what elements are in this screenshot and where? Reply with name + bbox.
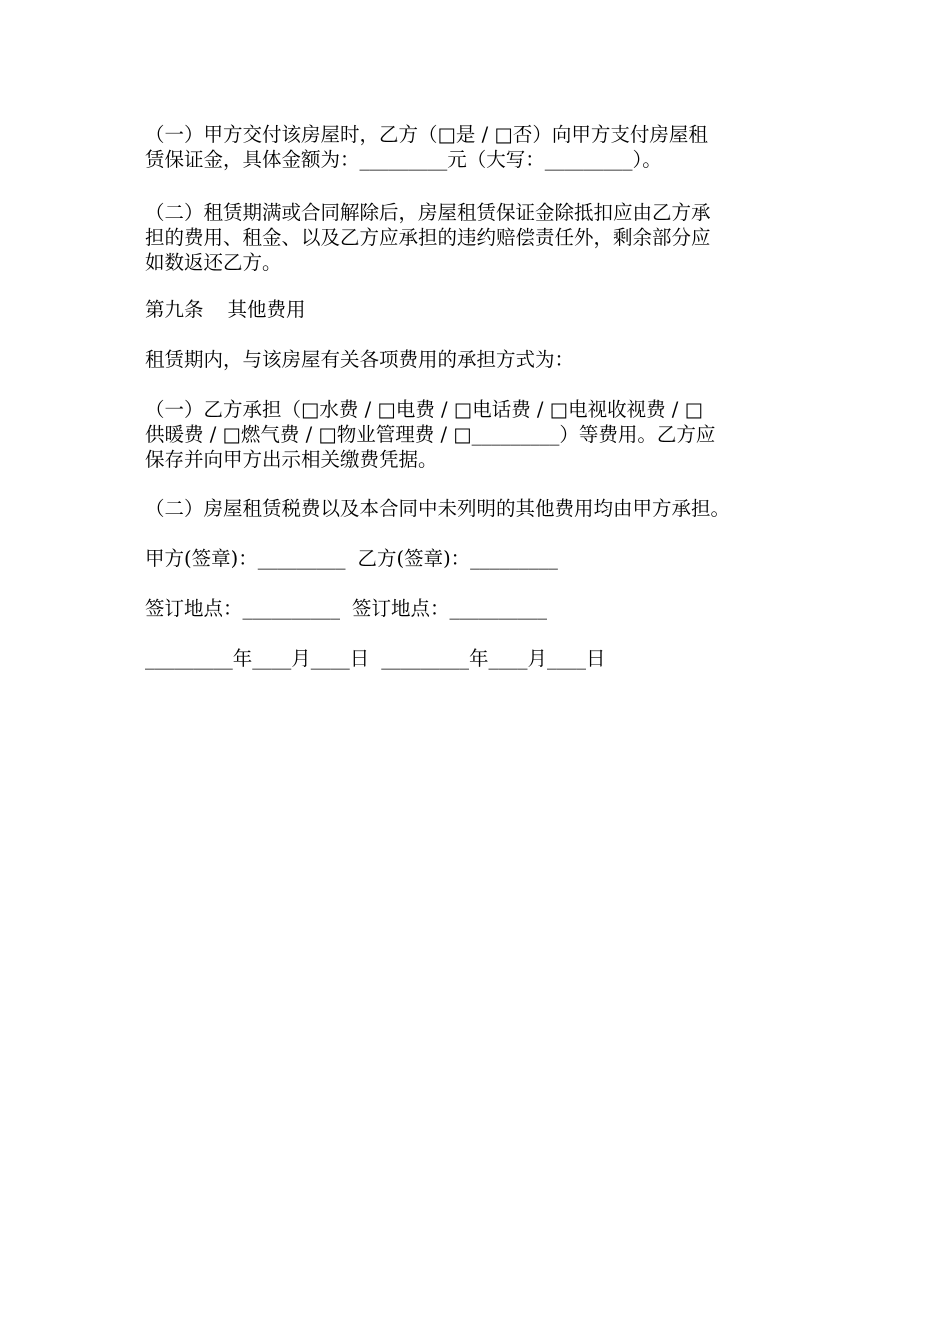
signature-line bbox=[145, 546, 558, 571]
paragraph-line: （二）租赁期满或合同解除后，房屋租赁保证金除抵扣应由乙方承 bbox=[145, 201, 711, 224]
party-b-signature-field: 乙方(签章)：_________ bbox=[357, 547, 558, 570]
clause-title: 其他费用 bbox=[227, 298, 306, 321]
party-a-signature-field: 甲方(签章)：_________ bbox=[145, 547, 346, 570]
party-b-place-field: 签订地点：__________ bbox=[352, 597, 548, 620]
paragraph-line: 担的费用、租金、以及乙方应承担的违约赔偿责任外，剩余部分应 bbox=[145, 226, 711, 249]
party-a-date-field: _________年____月____日 bbox=[145, 647, 370, 670]
paragraph-line: （一）甲方交付该房屋时，乙方（□是 / □否）向甲方支付房屋租 bbox=[145, 123, 708, 146]
clause-number: 第九条 bbox=[145, 298, 204, 321]
paragraph-line: 租赁期内，与该房屋有关各项费用的承担方式为： bbox=[145, 348, 575, 371]
signing-date-line bbox=[145, 646, 606, 671]
signing-place-line bbox=[145, 596, 547, 621]
party-b-date-field: _________年____月____日 bbox=[381, 647, 606, 670]
deposit-return-paragraph bbox=[145, 200, 711, 275]
paragraph-line: 赁保证金，具体金额为：_________元（大写：_________）。 bbox=[145, 148, 662, 171]
paragraph-line: （一）乙方承担（□水费 / □电费 / □电话费 / □电视收视费 / □ bbox=[145, 398, 703, 421]
party-a-place-field: 签订地点：__________ bbox=[145, 597, 341, 620]
fees-intro-paragraph bbox=[145, 347, 574, 372]
paragraph-line: 保存并向甲方出示相关缴费凭据。 bbox=[145, 448, 438, 471]
paragraph-line: 如数返还乙方。 bbox=[145, 251, 282, 274]
clause-heading bbox=[145, 297, 306, 322]
paragraph-line: （二）房屋租赁税费以及本合同中未列明的其他费用均由甲方承担。 bbox=[145, 497, 731, 520]
paragraph-line: 供暖费 / □燃气费 / □物业管理费 / □_________）等费用。乙方应 bbox=[145, 423, 716, 446]
landlord-fees-paragraph bbox=[145, 496, 730, 521]
tenant-fees-paragraph bbox=[145, 397, 715, 472]
deposit-payment-paragraph bbox=[145, 122, 708, 172]
